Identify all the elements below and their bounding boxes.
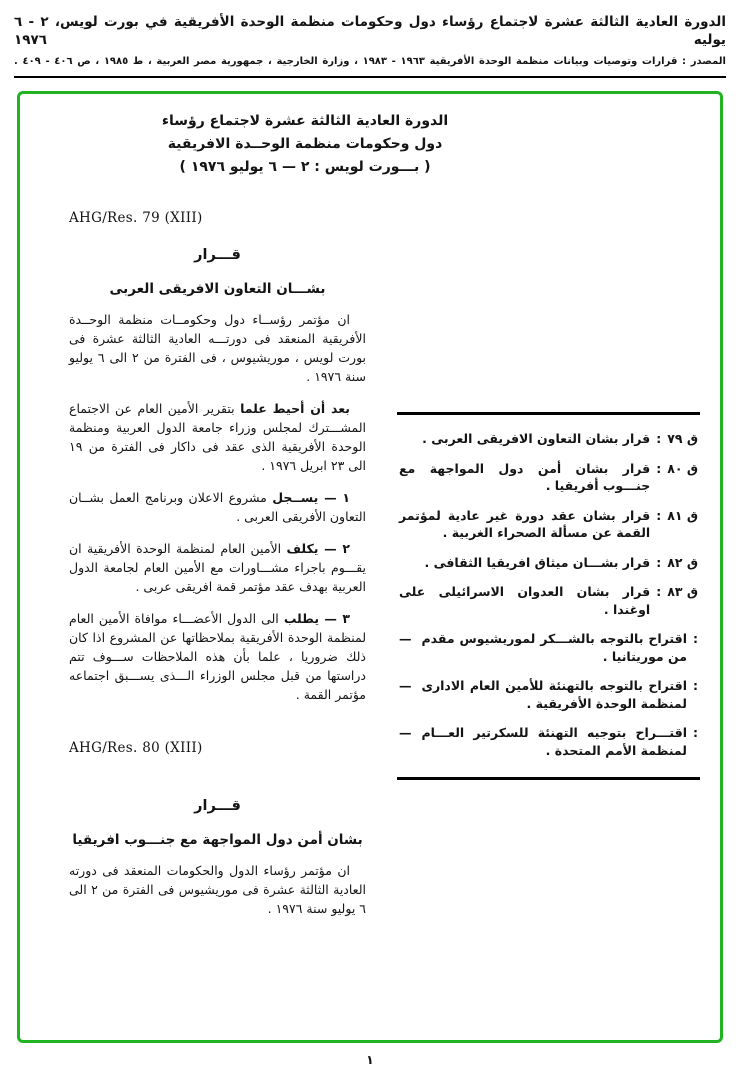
decision-heading-79: قـــرار <box>194 247 241 263</box>
toc-item-dash: — <box>399 725 412 740</box>
resolutions-contents-list <box>397 412 700 780</box>
header-source-line: المصدر : قرارات وتوصيات وبيانات منظمة الوحدة الأفريقية ١٩٦٣ - ١٩٨٣ ، وزارة الخارجية ، جمهورية مصر العربية ، ط ١٩٨٥ ، ص ٤٠٦ - ٤٠٩ . <box>14 56 726 67</box>
toc-item-dash: — <box>399 678 412 693</box>
toc-item <box>399 677 698 712</box>
toc-item <box>399 724 698 759</box>
toc-item-text: قرار بشـــان ميثاق افريقيا الثقافى . <box>424 554 651 570</box>
document-title-line-1: الدورة العادية الثالثة عشرة لاجتماع رؤساء <box>161 113 449 129</box>
toc-item-text: قرار بشان أمن دول المواجهة مع جنـــوب أفريقيا . <box>399 460 651 493</box>
document-title-line-2: دول وحكومات منظمة الوحــدة الافريقية <box>167 136 443 152</box>
res79-paragraph-5-lead: ٣ — يطلب <box>283 611 350 626</box>
toc-item-dash: — <box>399 631 412 646</box>
toc-item <box>399 460 698 495</box>
toc-item-separator: : <box>693 678 698 693</box>
toc-item-separator: : <box>693 725 698 740</box>
toc-item-separator: : <box>693 631 698 646</box>
toc-item-text: قرار بشان العدوان الاسرائيلى على اوغندا . <box>399 584 651 617</box>
res79-paragraph-2-rest: بتقرير الأمين العام عن الاجتماع المشـــترك لمجلس وزراء جامعة الدول العربية ومنظمة الوحدة الأفريقية الذى عقد فى داكار فى الفترة من ١٩ الى ٢٣ ابريل ١٩٧٦ . <box>69 401 366 473</box>
document-title-line-3: ( بـــورت لويس : ٢ — ٦ يوليو ١٩٧٦ ) <box>179 159 431 175</box>
document-frame <box>17 91 723 1043</box>
res79-paragraph-3-rest: مشروع الاعلان وبرنامج العمل بشــان التعاون الأفريقى العربى . <box>69 490 366 524</box>
resolution-ref-79: AHG/Res. 79 (XIII) <box>69 210 203 226</box>
res80-paragraph-1: ان مؤتمر رؤساء الدول والحكومات المنعقد فى دورته العادية الثالثة عشرة فى موريشيوس فى الفترة من ٢ الى ٦ يوليو سنة ١٩٧٦ . <box>69 863 366 916</box>
subject-heading-79: بشـــان التعاون الافريقى العربى <box>109 281 326 297</box>
toc-item <box>399 630 698 665</box>
toc-item-label: ق ٨٣ <box>667 584 698 599</box>
toc-item-separator: : <box>656 584 662 599</box>
toc-item-label: ق ٨٠ <box>667 460 698 476</box>
res79-paragraph-5 <box>69 609 366 704</box>
res79-paragraph-2 <box>69 399 366 475</box>
toc-item-text: اقتراح بالتوجه بالتهنئة للأمين العام الادارى لمنظمة الوحدة الأفريقية . <box>421 678 687 711</box>
document-content <box>41 196 699 1046</box>
toc-item-text: اقتراح بالتوجه بالشـــكر لموريشيوس مقدم من موريتانيا . <box>421 631 687 664</box>
res79-paragraph-3 <box>69 488 366 526</box>
header-divider <box>14 76 726 78</box>
subject-heading-80: بشان أمن دول المواجهة مع جنـــوب افريقيا <box>72 832 363 848</box>
res79-paragraph-5-rest: الى الدول الأعضـــاء موافاة الأمين العام لمنظمة الوحدة الأفريقية بملاحظاتها عن المشروع اذا كان ذلك ضروريا ، علما بأن هذه الملاحظات ســـوف تتم دراستها من قبل مجلس الوزراء الـــذى يســـبق اجتماعه مؤتمر القمة . <box>69 611 366 702</box>
toc-item <box>399 554 698 572</box>
res79-paragraph-4 <box>69 539 366 596</box>
resolution-ref-80: AHG/Res. 80 (XIII) <box>69 740 203 756</box>
toc-item-text: اقتـــراح بتوجيه التهنئة للسكرتير العـــام لمنظمة الأمم المتحدة . <box>421 725 687 758</box>
res79-paragraph-3-lead: ١ — يســجل <box>272 490 350 505</box>
res79-paragraph-1: ان مؤتمر رؤســاء دول وحكومــات منظمة الوحــدة الأفريقية المنعقد فى دورتـــه العادية الثالثة عشرة فى بورت لويس ، موريشيوس ، فى الفترة من ٢ الى ٦ يوليو سنة ١٩٧٦ . <box>69 312 367 384</box>
toc-item-separator: : <box>656 507 662 523</box>
toc-item <box>399 583 698 618</box>
toc-item-text: قرار بشان عقد دورة غير عادية لمؤتمر القمة عن مسألة الصحراء الغربية . <box>399 507 651 540</box>
page-number: ١ <box>366 1052 374 1067</box>
resolution-text-column <box>69 196 366 918</box>
toc-item-separator: : <box>656 431 662 446</box>
toc-item-separator: : <box>656 460 662 476</box>
res79-paragraph-2-lead: بعد أن أحيط علما <box>240 401 350 416</box>
toc-item <box>399 507 698 542</box>
header-title: الدورة العادية الثالثة عشرة لاجتماع رؤساء دول وحكومات منظمة الوحدة الأفريقية في بورت لويس، ٢ - ٦ يوليه ١٩٧٦ <box>14 14 726 48</box>
toc-item-text: قرار بشان التعاون الافريقى العربى . <box>422 431 651 446</box>
toc-item-label: ق ٧٩ <box>667 431 698 446</box>
toc-item-separator: : <box>656 554 662 570</box>
toc-item-label: ق ٨١ <box>667 507 698 523</box>
decision-heading-80: قـــرار <box>194 798 241 814</box>
res79-paragraph-4-rest: الأمين العام لمنظمة الوحدة الأفريقية ان يقـــوم باجراء مشـــاورات مع الأمين العام لجامعة الدول العربية بهدف عقد مؤتمر قمة افريقى عربى . <box>69 541 366 594</box>
toc-item <box>399 430 698 448</box>
document-title <box>79 110 531 179</box>
toc-item-label: ق ٨٢ <box>667 554 698 570</box>
res79-paragraph-4-lead: ٢ — يكلف <box>286 541 350 556</box>
